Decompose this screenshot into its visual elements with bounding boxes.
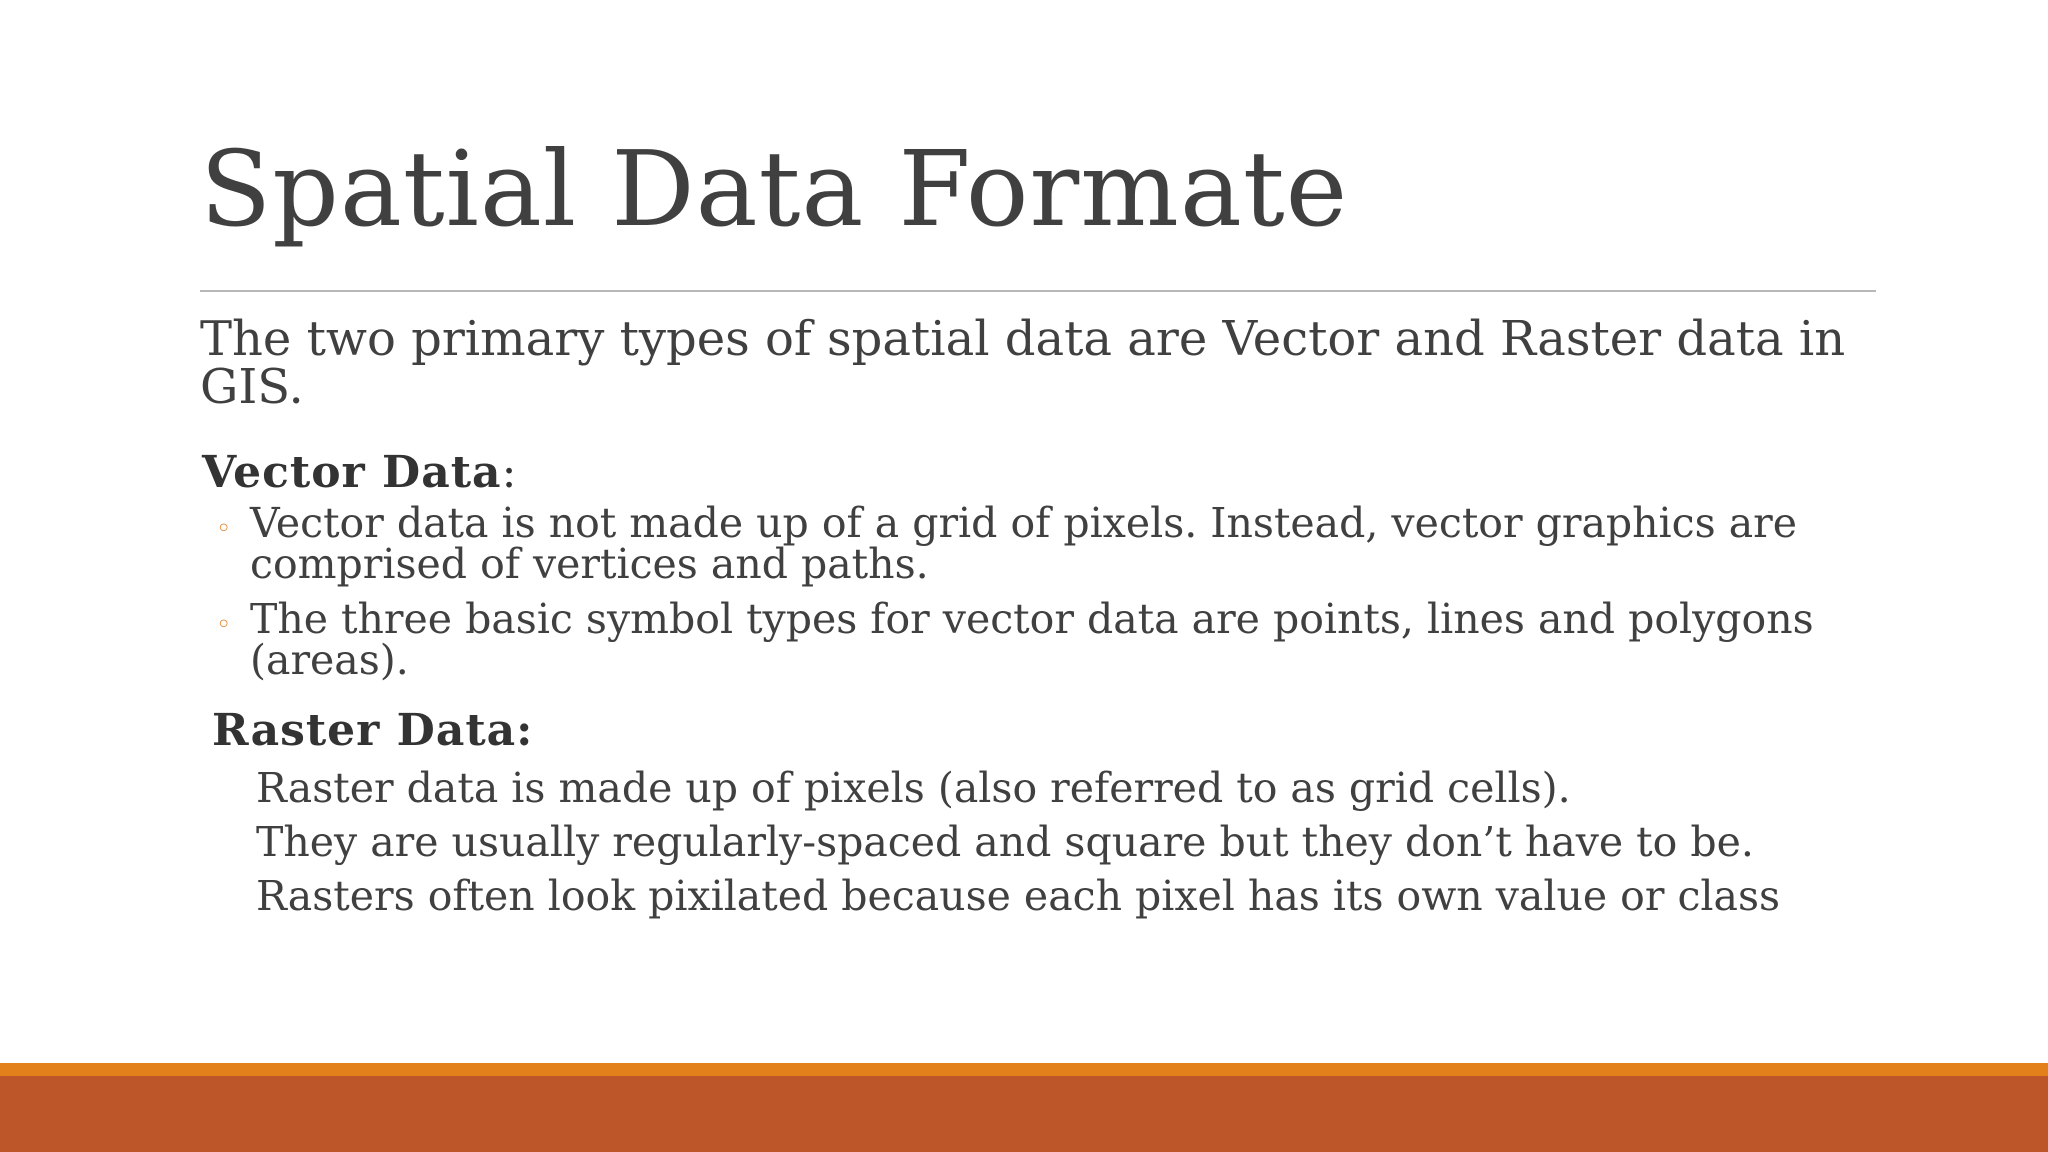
vector-bullet-list [200, 499, 1880, 684]
footer-accent-stripe [0, 1063, 2048, 1076]
bullet-circle-icon: ◦ [216, 610, 232, 640]
intro-paragraph: The two primary types of spatial data are Vector and Raster data in GIS. [200, 311, 1846, 415]
slide-body [200, 305, 1880, 923]
list-item [200, 499, 1880, 588]
title-divider [200, 290, 1876, 292]
vector-heading-text: Vector Data [202, 447, 502, 498]
raster-data-heading: Raster Data: [212, 705, 534, 756]
footer-band [0, 1076, 2048, 1152]
bullet-circle-icon: ◦ [216, 514, 232, 544]
raster-line: Rasters often look pixilated because each pixel has its own value or class [256, 872, 1781, 920]
slide-title: Spatial Data Formate [200, 128, 1349, 250]
raster-description [200, 761, 1880, 923]
vector-heading-colon: : [501, 447, 518, 498]
raster-line: Raster data is made up of pixels (also referred to as grid cells). [256, 764, 1571, 812]
raster-line: They are usually regularly-spaced and square but they don’t have to be. [256, 818, 1754, 866]
vector-data-heading [202, 447, 1880, 499]
list-item [200, 595, 1880, 684]
vector-bullet-text: Vector data is not made up of a grid of pixels. Instead, vector graphics are comprised of vertices and paths. [250, 499, 1798, 588]
vector-bullet-text: The three basic symbol types for vector data are points, lines and polygons (areas). [250, 595, 1814, 684]
